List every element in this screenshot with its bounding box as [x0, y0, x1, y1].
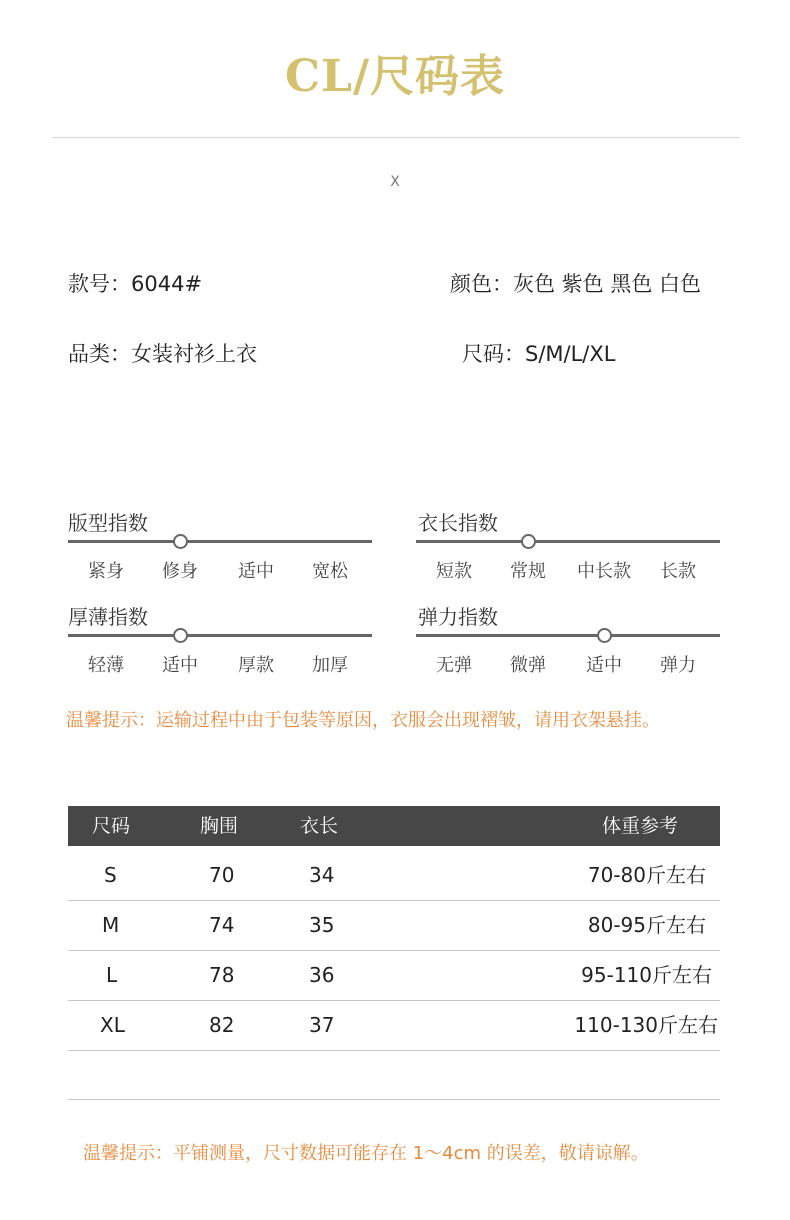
cell-length: 34: [309, 863, 335, 887]
cell-size: M: [102, 913, 120, 937]
cell-size: L: [106, 963, 118, 987]
cell-weight: 70-80斤左右: [587, 863, 706, 887]
elasticity-index-title: 弹力指数: [418, 605, 498, 629]
slider-knob: [521, 534, 536, 549]
table-bottom-divider: [68, 1099, 720, 1100]
cell-weight: 95-110斤左右: [581, 963, 712, 987]
cell-length: 35: [309, 913, 335, 937]
title-divider: [52, 137, 740, 138]
header-size: 尺码: [92, 815, 131, 837]
slider-label: 适中: [586, 655, 622, 676]
slider-label: 中长款: [577, 561, 631, 582]
table-row: [68, 850, 720, 901]
page-title: CL/尺码表: [284, 51, 506, 102]
slider-label: 微弹: [510, 655, 546, 676]
table-row: [68, 900, 720, 951]
slider-label: 长款: [660, 561, 696, 582]
slider-label: 加厚: [312, 655, 348, 676]
size-options: 尺码：S/M/L/XL: [462, 342, 616, 366]
cell-weight: 80-95斤左右: [587, 913, 706, 937]
cell-length: 36: [309, 963, 335, 987]
thickness-index-title: 厚薄指数: [68, 605, 148, 629]
style-number: 款号：6044#: [68, 272, 203, 296]
slider-label: 适中: [162, 655, 198, 676]
slider-knob: [597, 628, 612, 643]
slider-label: 宽松: [312, 561, 348, 582]
header-length: 衣长: [300, 815, 339, 837]
header-weight: 体重参考: [602, 815, 679, 837]
slider-label: 厚款: [238, 655, 274, 676]
cell-chest: 78: [209, 963, 235, 987]
slider-label: 紧身: [88, 561, 124, 582]
slider-track: [68, 540, 372, 543]
slider-label: 适中: [238, 561, 274, 582]
measurement-tip: 温馨提示：平铺测量，尺寸数据可能存在 1～4cm 的误差，敬请谅解。: [83, 1143, 649, 1164]
cell-length: 37: [309, 1013, 335, 1037]
slider-track: [416, 540, 720, 543]
slider-track: [416, 634, 720, 637]
close-mark: X: [390, 174, 400, 190]
category: 品类：女装衬衫上衣: [68, 342, 257, 366]
shipping-tip: 温馨提示：运输过程中由于包装等原因，衣服会出现褶皱，请用衣架悬挂。: [66, 710, 660, 731]
fit-index-slider: [68, 523, 372, 582]
cell-chest: 74: [209, 913, 235, 937]
color-options: 颜色：灰色 紫色 黑色 白色: [450, 272, 702, 296]
table-row: [68, 950, 720, 1001]
slider-label: 短款: [436, 561, 472, 582]
length-index-slider: [416, 523, 720, 582]
thickness-index-slider: [68, 617, 372, 676]
elasticity-index-slider: [416, 617, 720, 676]
cell-weight: 110-130斤左右: [574, 1013, 718, 1037]
slider-label: 轻薄: [88, 655, 124, 676]
slider-track: [68, 634, 372, 637]
size-table-header: [68, 806, 720, 846]
slider-knob: [173, 628, 188, 643]
slider-label: 常规: [510, 561, 546, 582]
cell-chest: 70: [209, 863, 235, 887]
cell-size: XL: [100, 1013, 125, 1037]
table-row: [68, 1000, 720, 1051]
length-index-title: 衣长指数: [418, 511, 498, 535]
slider-label: 修身: [162, 561, 198, 582]
slider-knob: [173, 534, 188, 549]
fit-index-title: 版型指数: [68, 511, 148, 535]
slider-label: 弹力: [660, 655, 696, 676]
header-chest: 胸围: [200, 815, 239, 837]
cell-size: S: [104, 863, 117, 887]
slider-label: 无弹: [436, 655, 472, 676]
cell-chest: 82: [209, 1013, 235, 1037]
